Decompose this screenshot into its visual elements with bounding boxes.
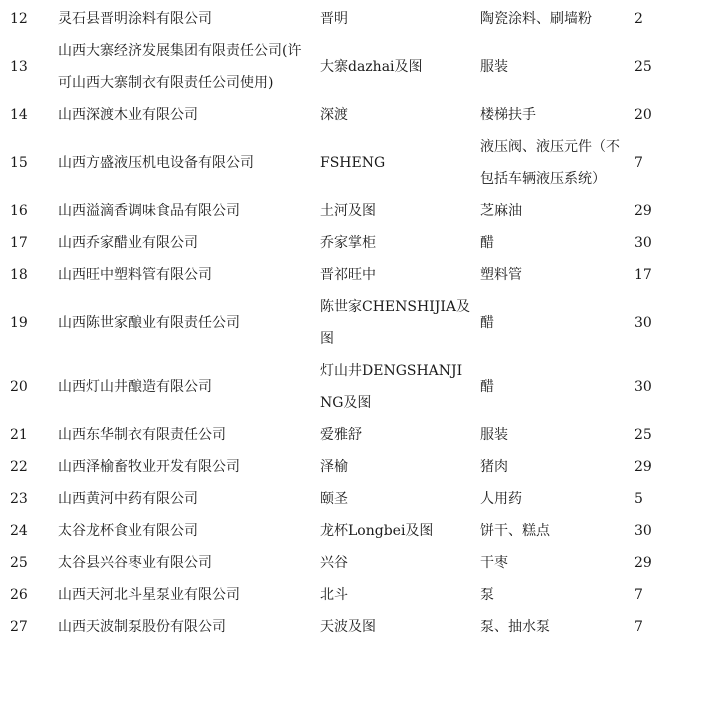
company-name: 灵石县晋明涂料有限公司 — [58, 11, 212, 27]
table-row — [0, 3, 713, 35]
company-name: 山西陈世家酿业有限责任公司 — [58, 315, 240, 331]
trademark-name: 天波及图 — [320, 619, 376, 635]
company-name: 山西大寨经济发展集团有限责任公司(许可山西大寨制衣有限责任公司使用) — [58, 43, 302, 91]
company-name: 山西灯山井酿造有限公司 — [58, 379, 212, 395]
table-row — [0, 195, 713, 227]
table-row — [0, 547, 713, 579]
table-row — [0, 483, 713, 515]
row-number: 18 — [10, 267, 28, 283]
trademark-name: 龙杯Longbei及图 — [320, 523, 434, 539]
company-name: 山西东华制衣有限责任公司 — [58, 427, 226, 443]
class-number: 7 — [634, 619, 643, 635]
trademark-name: FSHENG — [320, 155, 386, 171]
class-number: 29 — [634, 203, 652, 219]
company-name: 太谷县兴谷枣业有限公司 — [58, 555, 212, 571]
class-number: 7 — [634, 587, 643, 603]
product-name: 芝麻油 — [480, 203, 522, 219]
company-name: 太谷龙杯食业有限公司 — [58, 523, 198, 539]
table-row — [0, 579, 713, 611]
product-name: 人用药 — [480, 491, 522, 507]
company-name: 山西乔家醋业有限公司 — [58, 235, 198, 251]
table-row — [0, 515, 713, 547]
product-name: 猪肉 — [480, 459, 508, 475]
class-number: 30 — [634, 379, 652, 395]
row-number: 19 — [10, 315, 28, 331]
company-name: 山西黄河中药有限公司 — [58, 491, 198, 507]
trademark-name: 兴谷 — [320, 555, 348, 571]
class-number: 20 — [634, 107, 652, 123]
class-number: 5 — [634, 491, 643, 507]
table-row — [0, 35, 713, 99]
company-name: 山西深渡木业有限公司 — [58, 107, 198, 123]
class-number: 29 — [634, 459, 652, 475]
class-number: 30 — [634, 315, 652, 331]
class-number: 2 — [634, 11, 643, 27]
row-number: 14 — [10, 107, 28, 123]
row-number: 12 — [10, 11, 28, 27]
trademark-name: 陈世家CHENSHIJIA及图 — [320, 299, 470, 347]
company-name: 山西溢滴香调味食品有限公司 — [58, 203, 240, 219]
table-row — [0, 419, 713, 451]
row-number: 15 — [10, 155, 28, 171]
row-number: 21 — [10, 427, 28, 443]
trademark-name: 大寨dazhai及图 — [320, 59, 423, 75]
trademark-name: 颐圣 — [320, 491, 348, 507]
company-name: 山西方盛液压机电设备有限公司 — [58, 155, 254, 171]
product-name: 醋 — [480, 379, 494, 395]
row-number: 17 — [10, 235, 28, 251]
product-name: 楼梯扶手 — [480, 107, 536, 123]
product-name: 服装 — [480, 427, 508, 443]
product-name: 服装 — [480, 59, 508, 75]
class-number: 25 — [634, 427, 652, 443]
table-row — [0, 131, 713, 195]
class-number: 25 — [634, 59, 652, 75]
class-number: 30 — [634, 235, 652, 251]
trademark-name: 土河及图 — [320, 203, 376, 219]
row-number: 24 — [10, 523, 28, 539]
table-row — [0, 611, 713, 643]
row-number: 22 — [10, 459, 28, 475]
product-name: 液压阀、液压元件（不包括车辆液压系统） — [480, 139, 620, 187]
row-number: 13 — [10, 59, 28, 75]
product-name: 醋 — [480, 235, 494, 251]
class-number: 30 — [634, 523, 652, 539]
product-name: 干枣 — [480, 555, 508, 571]
product-name: 泵、抽水泵 — [480, 619, 550, 635]
table-row — [0, 99, 713, 131]
table-row — [0, 259, 713, 291]
company-name: 山西泽榆畜牧业开发有限公司 — [58, 459, 240, 475]
trademark-name: 北斗 — [320, 587, 348, 603]
company-name: 山西天波制泵股份有限公司 — [58, 619, 226, 635]
trademark-name: 爱雅舒 — [320, 427, 362, 443]
product-name: 泵 — [480, 587, 494, 603]
row-number: 27 — [10, 619, 28, 635]
trademark-name: 深渡 — [320, 107, 348, 123]
class-number: 29 — [634, 555, 652, 571]
product-name: 醋 — [480, 315, 494, 331]
company-name: 山西天河北斗星泵业有限公司 — [58, 587, 240, 603]
row-number: 25 — [10, 555, 28, 571]
trademark-name: 灯山井DENGSHANJING及图 — [320, 363, 463, 411]
product-name: 饼干、糕点 — [480, 523, 550, 539]
table-row — [0, 291, 713, 355]
trademark-table — [0, 3, 713, 643]
table-row — [0, 451, 713, 483]
table-row — [0, 227, 713, 259]
product-name: 陶瓷涂料、刷墙粉 — [480, 11, 592, 27]
class-number: 7 — [634, 155, 643, 171]
trademark-name: 晋明 — [320, 11, 348, 27]
row-number: 16 — [10, 203, 28, 219]
trademark-name: 泽榆 — [320, 459, 348, 475]
company-name: 山西旺中塑料管有限公司 — [58, 267, 212, 283]
product-name: 塑料管 — [480, 267, 522, 283]
trademark-name: 晋祁旺中 — [320, 267, 376, 283]
row-number: 26 — [10, 587, 28, 603]
table-row — [0, 355, 713, 419]
trademark-name: 乔家掌柜 — [320, 235, 376, 251]
class-number: 17 — [634, 267, 652, 283]
row-number: 23 — [10, 491, 28, 507]
row-number: 20 — [10, 379, 28, 395]
